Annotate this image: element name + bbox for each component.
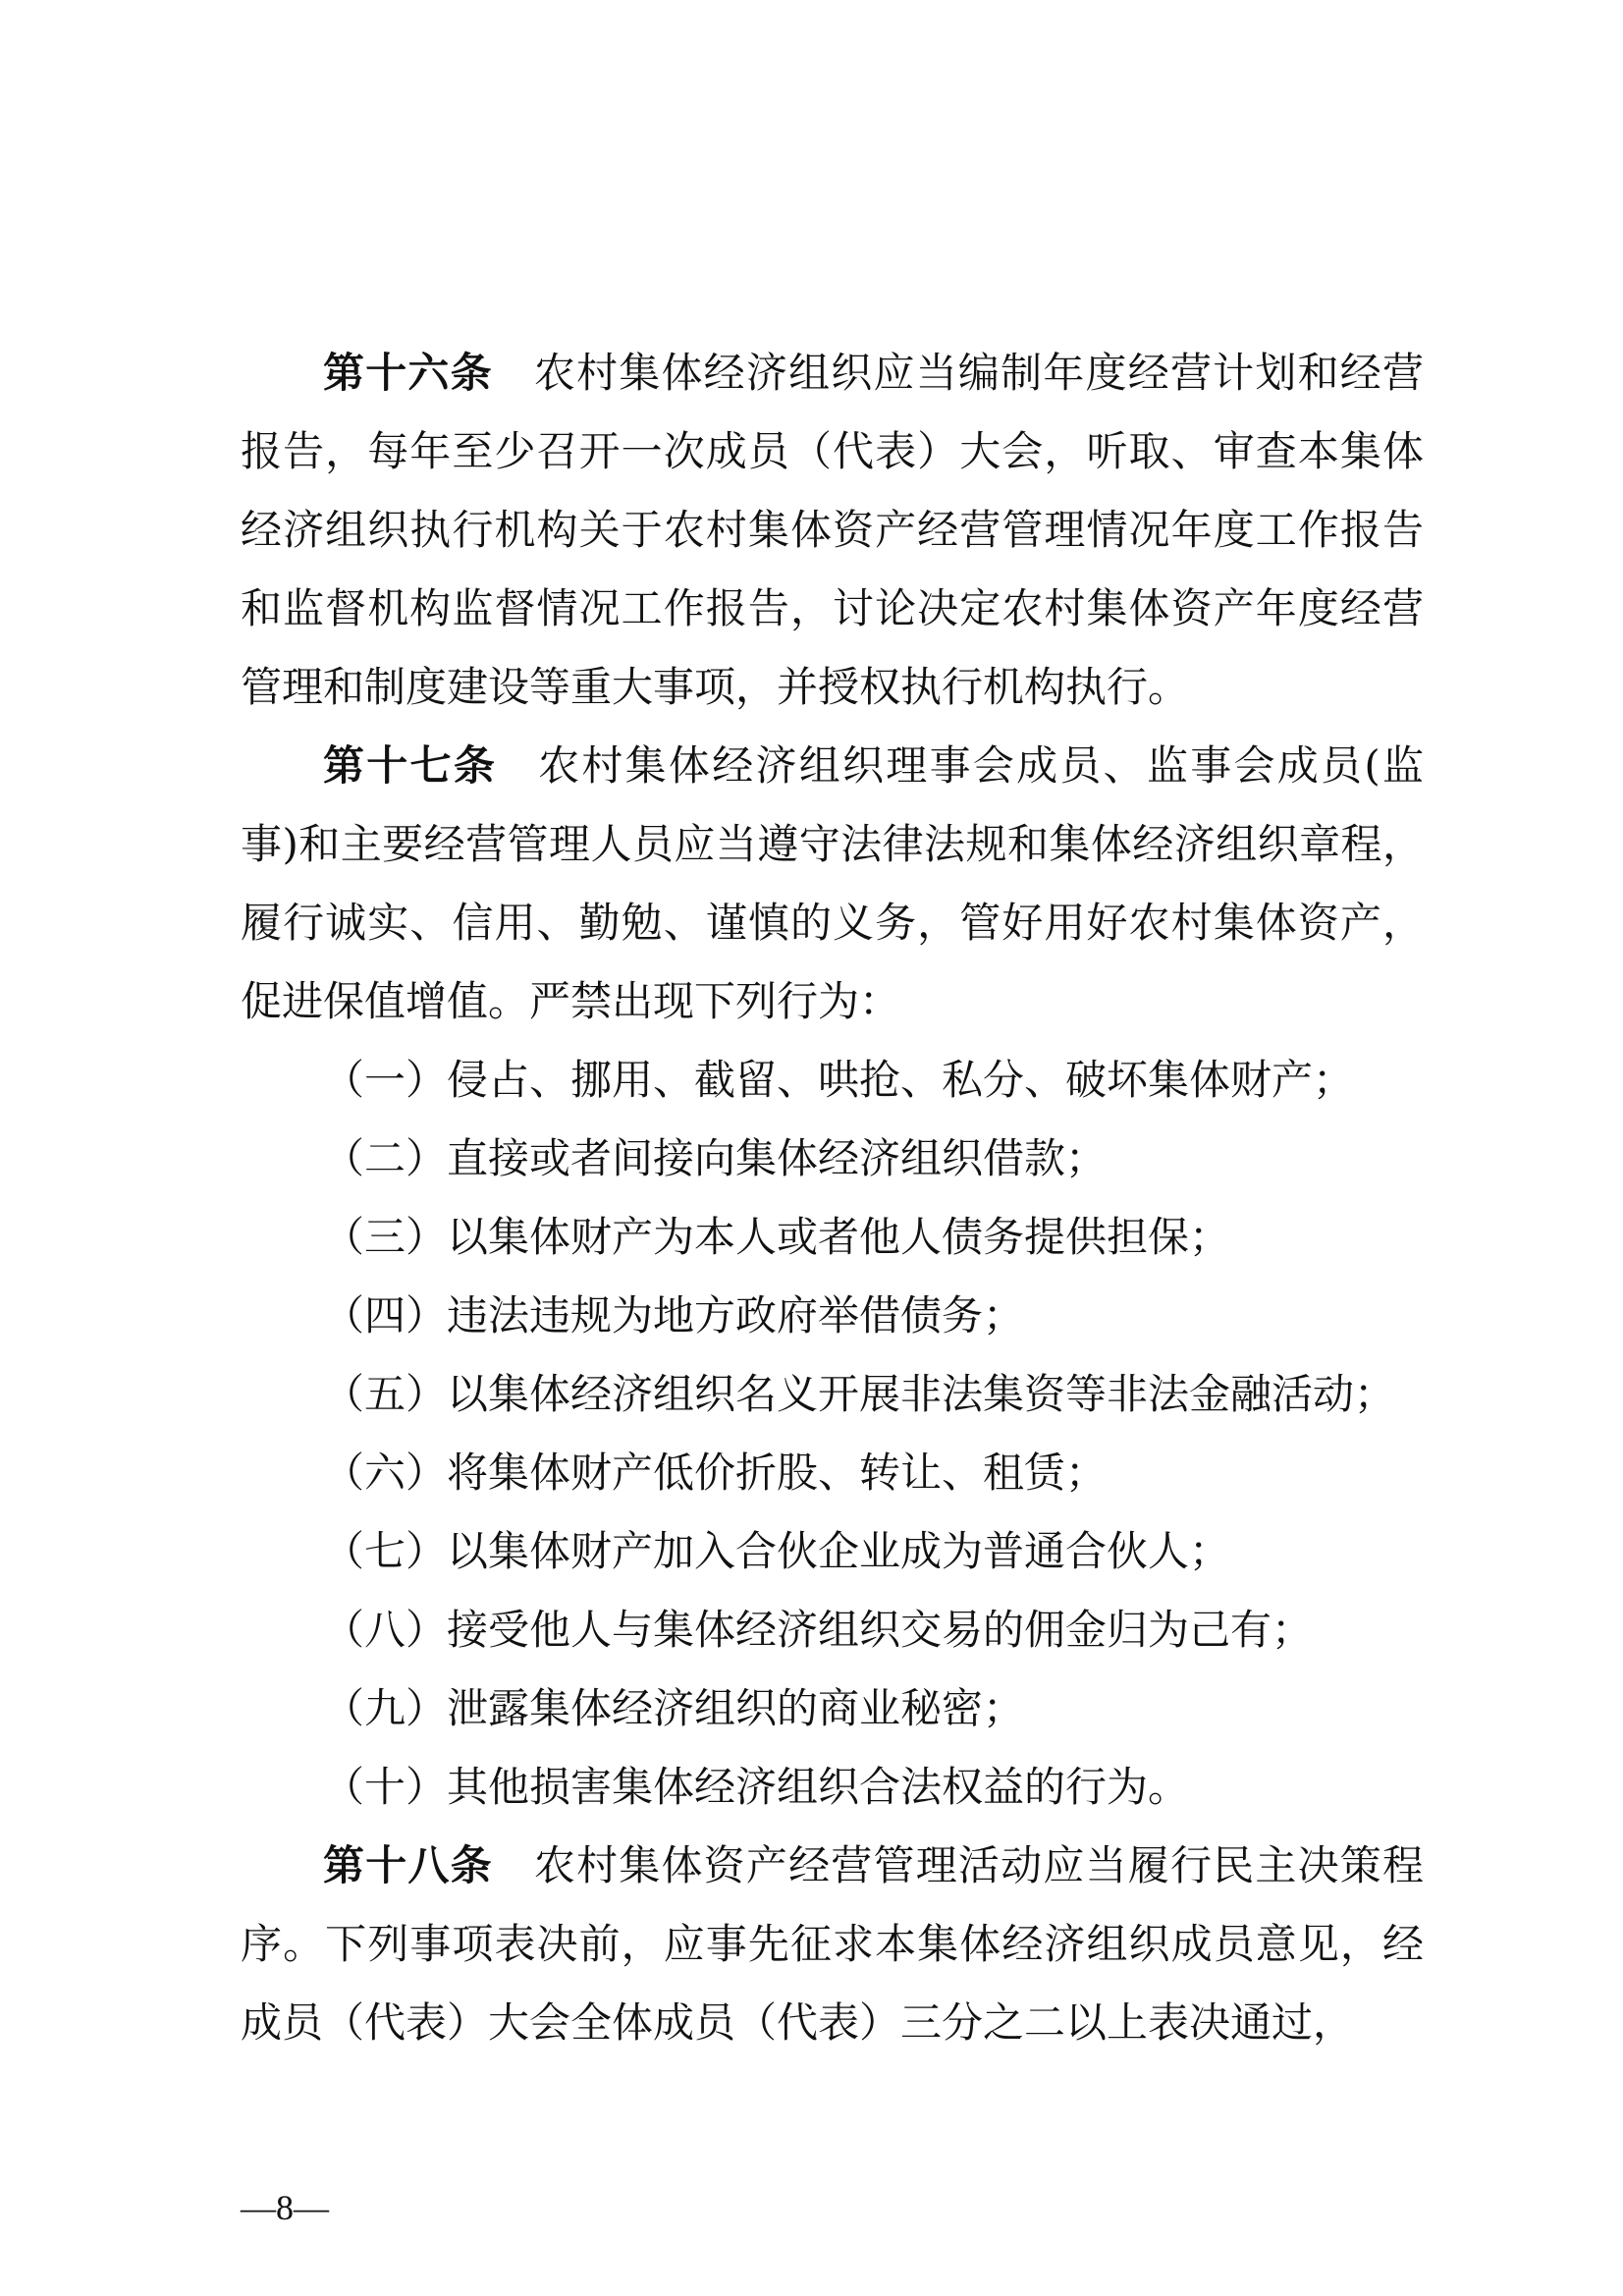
- article-17-item-9: （九）泄露集体经济组织的商业秘密；: [323, 1684, 1025, 1732]
- article-17-item-8: （八）接受他人与集体经济组织交易的佣金归为己有；: [323, 1606, 1314, 1654]
- article-17-item-6: （六）将集体财产低价折股、转让、租赁；: [323, 1449, 1108, 1497]
- article-16-title: 第十六条: [323, 349, 493, 397]
- article-18: [241, 1827, 1424, 2062]
- article-17: [241, 727, 1424, 1041]
- article-17-text: 农村集体经济组织理事会成员、监事会成员(监事)和主要经营管理人员应当遵守法律法规和集体经济组织章程，履行诚实、信用、勤勉、谨慎的义务，管好用好农村集体资产，促进保值增值。严禁出现下列行为：: [241, 741, 1424, 1025]
- article-16-text: 农村集体经济组织应当编制年度经营计划和经营报告，每年至少召开一次成员（代表）大会，听取、审查本集体经济组织执行机构关于农村集体资产经营管理情况年度工作报告和监督机构监督情况工作报告，讨论决定农村集体资产年度经营管理和制度建设等重大事项，并授权执行机构执行。: [241, 349, 1424, 711]
- article-17-item-7: （七）以集体财产加入合伙企业成为普通合伙人；: [323, 1527, 1231, 1575]
- article-16: [241, 334, 1424, 727]
- article-17-item-1: （一）侵占、挪用、截留、哄抢、私分、破坏集体财产；: [323, 1056, 1355, 1104]
- document-body: [241, 334, 1424, 2062]
- article-17-item-2: （二）直接或者间接向集体经济组织借款；: [323, 1134, 1108, 1182]
- article-18-text: 农村集体资产经营管理活动应当履行民主决策程序。下列事项表决前，应事先征求本集体经济组织成员意见，经成员（代表）大会全体成员（代表）三分之二以上表决通过，: [241, 1841, 1424, 2047]
- article-17-item-4: （四）违法违规为地方政府举借债务；: [323, 1291, 1025, 1339]
- article-17-item-10: （十）其他损害集体经济组织合法权益的行为。: [323, 1763, 1190, 1811]
- article-17-item-3: （三）以集体财产为本人或者他人债务提供担保；: [323, 1213, 1231, 1261]
- page-number: —8—: [241, 2188, 329, 2227]
- article-18-title: 第十八条: [323, 1841, 493, 1889]
- article-17-title: 第十七条: [323, 741, 498, 790]
- article-17-item-5: （五）以集体经济组织名义开展非法集资等非法金融活动；: [323, 1370, 1396, 1418]
